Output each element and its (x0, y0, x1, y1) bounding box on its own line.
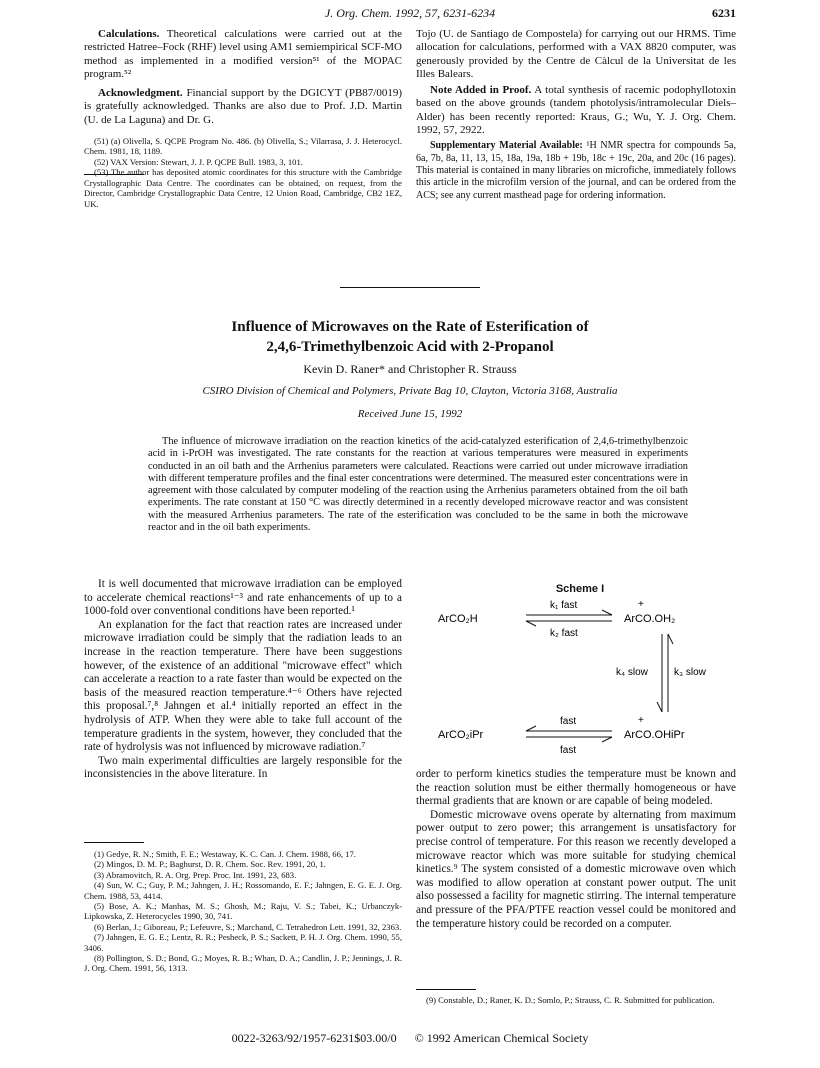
reaction-scheme (416, 596, 736, 766)
fast-top-label: fast (560, 716, 577, 727)
body-left-column (84, 578, 402, 782)
page-footer (0, 1031, 820, 1046)
acknowledgment-heading: Acknowledgment. (98, 87, 183, 100)
footnote: (1) Gedye, R. N.; Smith, F. E.; Westaway, K. C. Can. J. Chem. 1988, 66, 17. (94, 849, 356, 859)
affiliation: CSIRO Division of Chemical and Polymers, Private Bag 10, Clayton, Victoria 3168, Australia (202, 385, 618, 397)
footnote-rule (84, 842, 144, 843)
prev-left-column (84, 28, 402, 209)
supplementary-heading: Supplementary Material Available: (430, 140, 583, 152)
calculations-paragraph (84, 28, 402, 81)
footnote: (6) Berlan, J.; Giboreau, P.; Lefeuvre, S.; Marchand, C. Tetrahedron Lett. 1991, 32, 2363. (94, 921, 402, 932)
note-text: A total synthesis of racemic podophyllotoxin based on the above grounds (tandem photolysis/intramolecular Diels–Alder) has been recently reported: Kraus, G.; Wu, Y. J. Org. Chem. 1992, 57, 2922. (416, 84, 736, 137)
note-paragraph (416, 84, 736, 137)
article-title (80, 317, 740, 357)
body-paragraph: Domestic microwave ovens operate by alternating from maximum power output to zero power; this arrangement is unsatisfactory for precise control of temperature. For this reason we recently developed a microwave reactor which was more suitable for studying chemical kinetics.⁹ The system consisted of a domestic microwave oven which was modified to allow operation at constant power output. The unit also possessed a facility for magnetic stirring. The internal temperature and pressure of the PFA/PTFE reaction vessel could be monitored and the temperature history could be recorded on a computer. (416, 808, 736, 930)
title-line: 2,4,6-Trimethylbenzoic Acid with 2-Propanol (266, 339, 554, 355)
prev-right-column (416, 28, 736, 202)
footnote: (51) (a) Olivella, S. QCPE Program No. 486. (b) Olivella, S.; Vilarrasa, J. J. Heterocycl. Chem. 1981, 18, 1189. (84, 136, 402, 157)
supplementary-text: ¹H NMR spectra for compounds 5a, 6a, 7b, 8a, 11, 13, 15, 18a, 19a, 18b + 19b, 18c + 19c, 20a, and 20c (16 pages). This material is contained in many libraries on microfiche, immediately follows this article in the microfilm version of the journal, and can be ordered from the ACS; see any current masthead page for ordering information. (416, 140, 736, 201)
k2-label: k₂ fast (550, 628, 578, 639)
note-heading: Note Added in Proof. (430, 84, 532, 97)
acknowledgment-text: Financial support by the DGICYT (PB87/0019) is gratefully acknowledged. Thanks are also due to Prof. J.D. Martin (U. de La Laguna) and Dr. G. (84, 87, 402, 126)
footnote: (52) VAX Version: Stewart, J. J. P. QCPE Bull. 1983, 3, 101. (94, 156, 303, 167)
body-paragraph: An explanation for the fact that reaction rates are increased under microwave irradiation could be simply that the radiation leads to an increase in the reaction temperature. There have been suggestions however, of the existence of an additional "microwave effect" which can accelerate a reaction to a rate faster than would be expected on the basis of the measured reaction temperature.⁴⁻⁶ Others have rejected this proposal.⁷,⁸ Jahngen et al.⁴ initially reported an effect in the hydrolysis of ATP. When they were able to take full account of the temperature gradients in the system, however, they concluded that the rate of hydrolysis was not influenced by microwave radiation.⁷ (84, 618, 402, 754)
body-paragraph: It is well documented that microwave irradiation can be employed to accelerate chemical reactions¹⁻³ and rate enhancements of up to a 1000-fold over conventional conditions have been reported.¹ (84, 578, 402, 618)
footnote: (2) Mingos, D. M. P.; Baghurst, D. R. Chem. Soc. Rev. 1991, 20, 1. (94, 859, 326, 870)
scheme-title: Scheme I (555, 583, 605, 595)
body-left-footnotes (84, 849, 402, 974)
footnote: (8) Pollington, S. D.; Bond, G.; Moyes, R. B.; Whan, D. A.; Candlin, J. P.; Jennings, J. R. J. Org. Chem. 1991, 56, 1313. (84, 953, 402, 974)
thanks-paragraph: Tojo (U. de Santiago de Compostela) for carrying out our HRMS. Time allocation for calculations, performed with a VAX 8820 computer, was generously provided by the Centre de Càlcul de la Universitat de les Illes Balears. (416, 28, 736, 80)
footnote: (3) Abramovitch, R. A. Org. Prep. Proc. Int. 1991, 23, 683. (94, 869, 297, 880)
scheme-diagram (416, 596, 736, 766)
k4-label: k₄ slow (616, 667, 648, 678)
footnote: (53) The author has deposited atomic coordinates for this structure with the Cambridge Crystallographic Data Centre. The coordinates can be obtained, on request, from the Director, Cambridge Crystallographic Data Centre, 12 Union Road, Cambridge, CB2 1EZ, UK. (84, 167, 402, 209)
footnote-rule (84, 174, 144, 175)
body-paragraph: Two main experimental difficulties are largely responsible for the inconsistencies in the above literature. In (84, 754, 402, 781)
calculations-text: Theoretical calculations were carried out at the restricted Hatree–Fock (RHF) level using AM1 semiempirical SCF-MO method as implemented in a modified version⁵¹ of the MOPAC program.⁵² (84, 28, 402, 80)
charge-plus: + (638, 715, 644, 726)
body-right-column (416, 768, 736, 931)
article-separator (340, 287, 480, 288)
received-date: Received June 15, 1992 (357, 408, 463, 420)
footnote: (9) Constable, D.; Raner, K. D.; Somlo, P.; Strauss, C. R. Submitted for publication. (426, 995, 715, 1005)
copyright: © 1992 American Chemical Society (414, 1031, 589, 1045)
acknowledgment-paragraph (84, 87, 402, 127)
page-number: 6231 (712, 6, 736, 20)
footnote: (7) Jahngen, E. G. E.; Lentz, R. R.; Pesheck, P. S.; Sackett, P. H. J. Org. Chem. 1990, 55, 3406. (84, 932, 402, 953)
k3-label: k₃ slow (674, 667, 706, 678)
footnote: (4) Sun, W. C.; Guy, P. M.; Jahngen, J. H.; Rossomando, E. F.; Jahngen, E. G. E. J. Org. Chem. 1988, 53, 4414. (84, 880, 402, 901)
footnote-rule (416, 989, 476, 990)
title-line: Influence of Microwaves on the Rate of Esterification of (231, 319, 589, 335)
article-code: 0022-3263/92/1957-6231$03.00/0 (231, 1031, 397, 1045)
protonated-ester-label: ArCO.OHiPr (624, 729, 685, 741)
prev-footnotes (84, 136, 402, 209)
charge-plus: + (638, 599, 644, 610)
footnote: (5) Bose, A. K.; Manhas, M. S.; Ghosh, M.; Raju, V. S.; Tabei, K.; Urbanczyk-Lipkowska, Z. Heterocycles 1990, 30, 741. (84, 901, 402, 922)
running-header: J. Org. Chem. 1992, 57, 6231-6234 (324, 6, 496, 20)
body-right-footnote (416, 995, 736, 1005)
body-paragraph: order to perform kinetics studies the temperature must be known and the reaction solution must be either thermally homogeneous or have thermal gradients that are known or are capable of being modeled. (416, 768, 736, 808)
ester-label: ArCO₂iPr (438, 729, 484, 741)
supplementary-paragraph (416, 140, 736, 201)
authors: Kevin D. Raner* and Christopher R. Strauss (303, 362, 517, 376)
k1-label: k₁ fast (550, 600, 578, 611)
fast-bottom-label: fast (560, 745, 577, 756)
protonated-acid-label: ArCO.OH₂ (624, 613, 676, 625)
calculations-heading: Calculations. (98, 28, 160, 40)
acid-label: ArCO₂H (438, 613, 478, 625)
abstract: The influence of microwave irradiation on the reaction kinetics of the acid-catalyzed esterification of 2,4,6-trimethylbenzoic acid in i-PrOH was investigated. The rate constants for the reaction at various temperatures were measured in experiments conducted in an oil bath and the Arrhenius parameters were calculated. Reactions were carried out under microwave irradiation with different temperature profiles and the final ester concentrations were determined. The measured ester concentrations were in agreement with those calculated by computer modeling of the reaction using the Arrhenius parameters obtained from the oil bath experiments. The rate constant at 150 °C was directly determined in a recently developed microwave reactor and was consistent with the measured Arrhenius parameters. The rate of the esterification was concluded to be the same in both the microwave reactor and in the oil bath experiments. (148, 436, 688, 534)
